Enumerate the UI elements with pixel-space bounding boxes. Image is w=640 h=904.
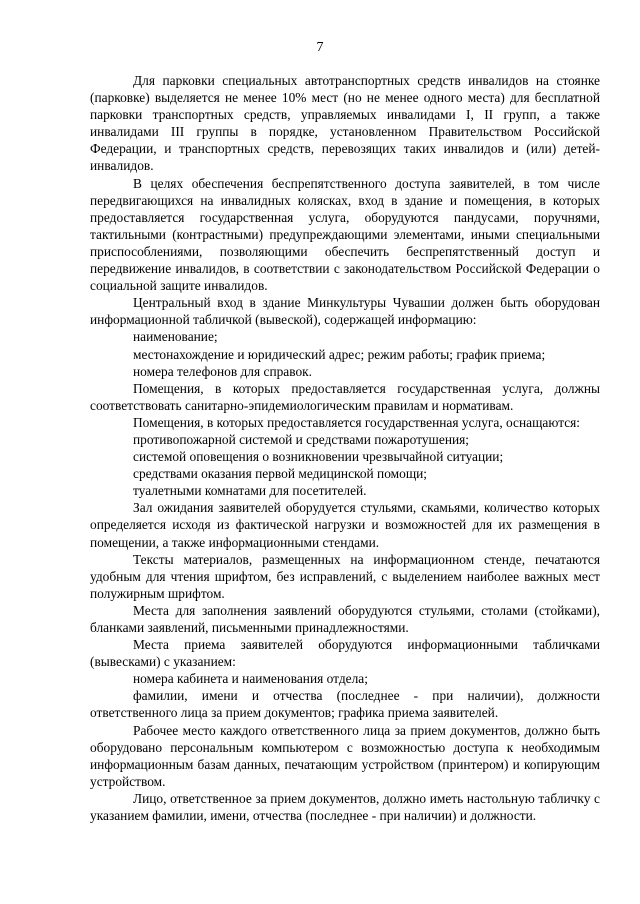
- paragraph-responsible-person: фамилии, имени и отчества (последнее - при наличии), должности ответственного лица за прием документов; графика приема заявителей.: [90, 688, 600, 721]
- paragraph-entrance-sign: Центральный вход в здание Минкультуры Чувашии должен быть оборудован информационной табличкой (вывеской), содержащей информацию:: [90, 295, 600, 328]
- list-item-name: наименование;: [133, 329, 218, 345]
- paragraph-reception-signs: Места приема заявителей оборудуются информационными табличками (вывесками) с указанием:: [90, 637, 600, 670]
- list-item-restrooms: туалетными комнатами для посетителей.: [133, 483, 367, 499]
- paragraph-sanitary-rules: Помещения, в которых предоставляется государственная услуга, должны соответствовать санитарно-эпидемиологическим правилам и нормативам.: [90, 380, 600, 413]
- paragraph-info-stand-texts: Тексты материалов, размещенных на информационном стенде, печатаются удобным для чтения шрифтом, без исправлений, с выделением наиболее важных мест полужирным шрифтом.: [90, 551, 600, 601]
- paragraph-desk-sign: Лицо, ответственное за прием документов, должно иметь настольную табличку с указанием фамилии, имени, отчества (последнее - при наличии) и должности.: [90, 790, 600, 824]
- paragraph-form-filling-area: Места для заполнения заявлений оборудуются стульями, столами (стойками), бланками заявлений, письменными принадлежностями.: [90, 602, 600, 635]
- paragraph-accessibility: В целях обеспечения беспрепятственного доступа заявителей, в том числе передвигающихся на инвалидных колясках, вход в здание и помещения, в которых предоставляется государственная услуга, оборудуются пандусами, поручнями, тактильными (контрастными) предупреждающими элементами, иными специальными приспособлениями, позволяющими обеспечить беспрепятственный доступ и передвижение инвалидов, в соответствии с законодательством Российской Федерации о социальной защите инвалидов.: [90, 175, 600, 294]
- list-item-phones: номера телефонов для справок.: [133, 363, 313, 379]
- list-item-office-number: номера кабинета и наименования отдела;: [133, 671, 368, 687]
- list-item-address-schedule: местонахождение и юридический адрес; режим работы; график приема;: [133, 346, 546, 362]
- list-item-fire-safety: противопожарной системой и средствами пожаротушения;: [133, 431, 470, 447]
- paragraph-premises-equipment: Помещения, в которых предоставляется государственная услуга, оснащаются:: [133, 414, 581, 430]
- list-item-first-aid: средствами оказания первой медицинской помощи;: [133, 466, 428, 482]
- paragraph-waiting-room: Зал ожидания заявителей оборудуется стульями, скамьями, количество которых определяется исходя из фактической нагрузки и возможностей для их размещения в помещении, а также информационными стендами.: [90, 500, 600, 550]
- document-body: [90, 72, 600, 824]
- list-item-emergency-alert: системой оповещения о возникновении чрезвычайной ситуации;: [133, 449, 504, 465]
- paragraph-workplace: Рабочее место каждого ответственного лица за прием документов, должно быть оборудовано персональным компьютером с возможностью доступа к необходимым информационным базам данных, печатающим устройством (принтером) и копирующим устройством.: [90, 722, 600, 789]
- paragraph-parking: Для парковки специальных автотранспортных средств инвалидов на стоянке (парковке) выделяется не менее 10% мест (но не менее одного места) для бесплатной парковки транспортных средств, управляемых инвалидами I, II групп, а также инвалидами III группы в порядке, установленном Правительством Российской Федерации, и транспортных средств, перевозящих таких инвалидов и (или) детей-инвалидов.: [90, 73, 600, 174]
- page-number: 7: [316, 40, 324, 55]
